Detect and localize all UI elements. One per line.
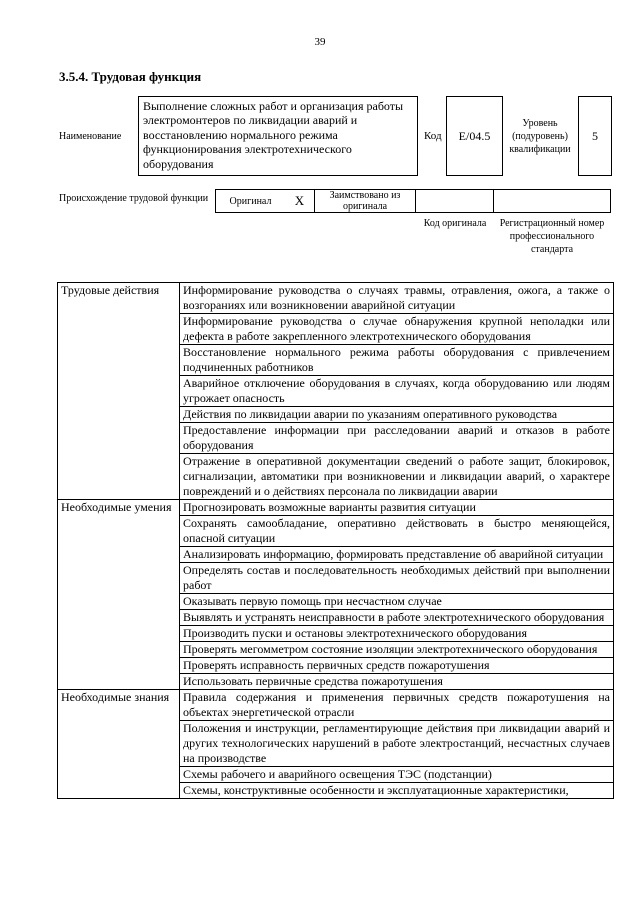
original-mark: X: [285, 189, 315, 213]
table-cell-item: Производить пуски и остановы электротехнического оборудования: [180, 626, 614, 642]
code-value: E/04.5: [446, 96, 503, 176]
table-cell-item: Восстановление нормального режима работы оборудования с привлечением подчиненных работников: [180, 345, 614, 376]
page-number: 39: [314, 36, 326, 48]
table-cell-item: Схемы рабочего и аварийного освещения ТЭС (подстанции): [180, 767, 614, 783]
table-row: [58, 500, 614, 516]
table-cell-item: Схемы, конструктивные особенности и эксплуатационные характеристики,: [180, 783, 614, 799]
section-category: Трудовые действия: [58, 283, 180, 500]
table-cell-item: Положения и инструкции, регламентирующие действия при ликвидации аварий и других технологических нарушений в работе электростанций, несчастных случаев на производстве: [180, 721, 614, 767]
section-category: Необходимые умения: [58, 500, 180, 690]
table-cell-item: Отражение в оперативной документации сведений о работе защит, блокировок, сигнализации, автоматики при возникновении и ликвидации аварий, о характере повреждений и о действиях персонала по ликвидации аварии: [180, 454, 614, 500]
table-cell-item: Анализировать информацию, формировать представление об аварийной ситуации: [180, 547, 614, 563]
table-cell-item: Выявлять и устранять неисправности в работе электротехнического оборудования: [180, 610, 614, 626]
reg-number-cell: [493, 189, 611, 213]
table-cell-item: Информирование руководства о случае обнаружения крупной неполадки или дефекта в работе закрепленного электротехнического оборудования: [180, 314, 614, 345]
reg-number-label: Регистрационный номер профессионального стандарта: [499, 218, 605, 255]
table-cell-item: Проверять исправность первичных средств пожаротушения: [180, 658, 614, 674]
level-label: Уровень (подуровень) квалификации: [509, 118, 571, 155]
table-cell-item: Сохранять самообладание, оперативно действовать в быстро меняющейся, опасной ситуации: [180, 516, 614, 547]
table-cell-item: Информирование руководства о случаях травмы, отравления, ожога, а также о возгораниях или возникновении аварийной ситуации: [180, 283, 614, 314]
name-value: Выполнение сложных работ и организация работы электромонтеров по ликвидации аварий и восстановлению нормального режима функционирования электротехнического оборудования: [138, 96, 418, 176]
origin-label: Происхождение трудовой функции: [59, 193, 209, 204]
code-original-cell: [415, 189, 494, 213]
original-label: Оригинал: [215, 189, 285, 213]
name-label: Наименование: [59, 131, 122, 142]
function-table: [57, 282, 614, 799]
table-cell-item: Действия по ликвидации аварии по указаниям оперативного руководства: [180, 407, 614, 423]
section-title: 3.5.4. Трудовая функция: [59, 69, 202, 84]
section-category: Необходимые знания: [58, 690, 180, 799]
table-cell-item: Прогнозировать возможные варианты развития ситуации: [180, 500, 614, 516]
level-value: 5: [578, 96, 612, 176]
table-cell-item: Проверять мегомметром состояние изоляции электротехнического оборудования: [180, 642, 614, 658]
table-cell-item: Определять состав и последовательность необходимых действий при выполнении работ: [180, 563, 614, 594]
table-cell-item: Правила содержания и применения первичных средств пожаротушения на объектах энергетической отрасли: [180, 690, 614, 721]
code-label: Код: [424, 130, 442, 142]
borrowed-label: Заимствовано из оригинала: [314, 189, 416, 213]
code-original-label: Код оригинала: [423, 218, 487, 229]
table-cell-item: Использовать первичные средства пожаротушения: [180, 674, 614, 690]
table-row: [58, 690, 614, 721]
table-cell-item: Оказывать первую помощь при несчастном случае: [180, 594, 614, 610]
table-cell-item: Аварийное отключение оборудования в случаях, когда оборудованию или людям угрожает опасность: [180, 376, 614, 407]
table-row: [58, 283, 614, 314]
table-cell-item: Предоставление информации при расследовании аварий и отказов в работе оборудования: [180, 423, 614, 454]
origin-row: [216, 189, 613, 213]
